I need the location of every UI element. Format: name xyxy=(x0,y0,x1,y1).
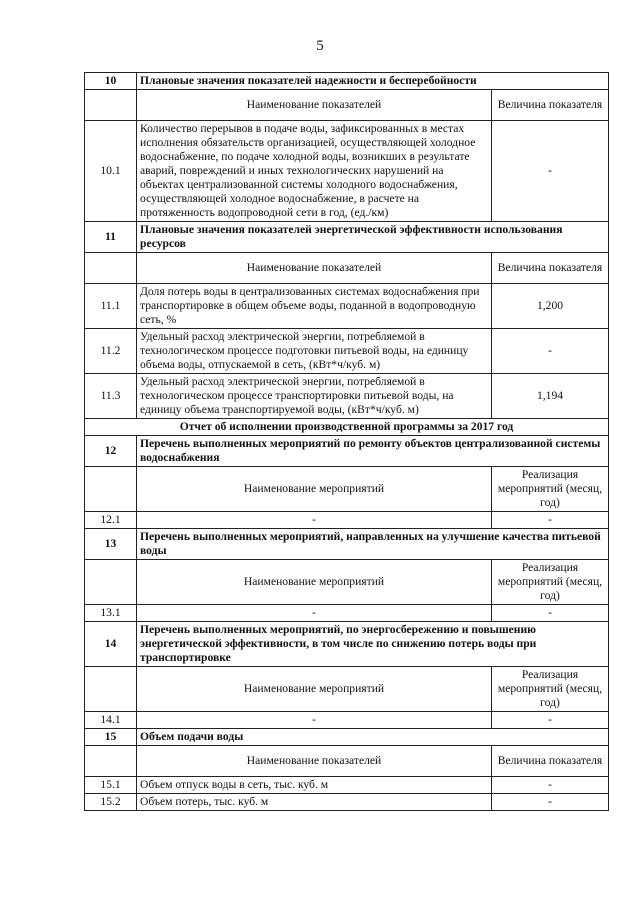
row-value: 1,194 xyxy=(492,374,609,419)
column-header-value: Величина показателя xyxy=(492,253,609,284)
table-row xyxy=(85,374,609,419)
section-number: 12 xyxy=(85,436,137,467)
column-header-value: Величина показателя xyxy=(492,746,609,777)
row-text: Удельный расход электрической энергии, потребляемой в технологическом процессе транспортировки питьевой воды, на единицу объема транспортируемой воды, (кВт*ч/куб. м) xyxy=(137,374,492,419)
table-row xyxy=(85,512,609,529)
row-number: 14.1 xyxy=(85,712,137,729)
section-number: 14 xyxy=(85,622,137,667)
column-header-row xyxy=(85,667,609,712)
row-value: - xyxy=(492,712,609,729)
row-value: - xyxy=(492,329,609,374)
row-text: - xyxy=(137,712,492,729)
column-header-value: Величина показателя xyxy=(492,90,609,121)
column-header-row xyxy=(85,560,609,605)
column-header-name: Наименование мероприятий xyxy=(137,560,492,605)
table-row xyxy=(85,605,609,622)
column-header-row xyxy=(85,746,609,777)
section-number: 13 xyxy=(85,529,137,560)
row-text: Объем отпуск воды в сеть, тыс. куб. м xyxy=(137,777,492,794)
section-number: 15 xyxy=(85,729,137,746)
section-title: Перечень выполненных мероприятий по ремонту объектов централизованной системы водоснабжения xyxy=(137,436,609,467)
row-value: - xyxy=(492,777,609,794)
row-number: 13.1 xyxy=(85,605,137,622)
row-number: 11.2 xyxy=(85,329,137,374)
column-header-row xyxy=(85,90,609,121)
section-number: 10 xyxy=(85,73,137,90)
section-14-header xyxy=(85,622,609,667)
production-program-table xyxy=(84,72,609,811)
column-header-value: Реализация мероприятий (месяц, год) xyxy=(492,467,609,512)
row-text: - xyxy=(137,605,492,622)
row-text: Объем потерь, тыс. куб. м xyxy=(137,794,492,811)
column-header-row xyxy=(85,253,609,284)
row-text: Количество перерывов в подаче воды, зафиксированных в местах исполнения обязательств организацией, осуществляющей холодное водоснабжение, по подаче холодной воды, возникших в результате аварий, повреждений и иных технологических нарушений на объектах централизованной системы холодного водоснабжения, осуществляющей холодное водоснабжение, в расчете на протяженность водопроводной сети в год, (ед./км) xyxy=(137,121,492,222)
table-row xyxy=(85,794,609,811)
column-header-name: Наименование показателей xyxy=(137,253,492,284)
column-header-name: Наименование мероприятий xyxy=(137,467,492,512)
section-title: Плановые значения показателей энергетической эффективности использования ресурсов xyxy=(137,222,609,253)
table-row xyxy=(85,329,609,374)
row-value: - xyxy=(492,121,609,222)
section-12-header xyxy=(85,436,609,467)
row-number: 12.1 xyxy=(85,512,137,529)
column-header-name: Наименование показателей xyxy=(137,90,492,121)
section-title: Перечень выполненных мероприятий, по энергосбережению и повышению энергетической эффективности, в том числе по снижению потерь воды при транспортировке xyxy=(137,622,609,667)
row-number: 10.1 xyxy=(85,121,137,222)
table-row xyxy=(85,121,609,222)
column-header-value: Реализация мероприятий (месяц, год) xyxy=(492,667,609,712)
column-header-name: Наименование показателей xyxy=(137,746,492,777)
section-15-header xyxy=(85,729,609,746)
section-number: 11 xyxy=(85,222,137,253)
row-value: - xyxy=(492,794,609,811)
row-text: - xyxy=(137,512,492,529)
column-header-row xyxy=(85,467,609,512)
table-row xyxy=(85,777,609,794)
row-value: - xyxy=(492,512,609,529)
row-number: 15.2 xyxy=(85,794,137,811)
table-row xyxy=(85,284,609,329)
section-title: Объем подачи воды xyxy=(137,729,609,746)
column-header-name: Наименование мероприятий xyxy=(137,667,492,712)
row-number: 11.1 xyxy=(85,284,137,329)
column-header-value: Реализация мероприятий (месяц, год) xyxy=(492,560,609,605)
row-number: 11.3 xyxy=(85,374,137,419)
section-title: Плановые значения показателей надежности и бесперебойности xyxy=(137,73,609,90)
section-10-header xyxy=(85,73,609,90)
table-row xyxy=(85,712,609,729)
section-title: Перечень выполненных мероприятий, направленных на улучшение качества питьевой воды xyxy=(137,529,609,560)
row-text: Доля потерь воды в централизованных системах водоснабжения при транспортировке в общем объеме воды, поданной в водопроводную сеть, % xyxy=(137,284,492,329)
row-value: 1,200 xyxy=(492,284,609,329)
section-11-header xyxy=(85,222,609,253)
report-title: Отчет об исполнении производственной программы за 2017 год xyxy=(85,419,609,436)
row-value: - xyxy=(492,605,609,622)
report-title-row xyxy=(85,419,609,436)
section-13-header xyxy=(85,529,609,560)
page-number: 5 xyxy=(316,38,324,54)
row-number: 15.1 xyxy=(85,777,137,794)
row-text: Удельный расход электрической энергии, потребляемой в технологическом процессе подготовки питьевой воды, на единицу объема воды, отпускаемой в сеть, (кВт*ч/куб. м) xyxy=(137,329,492,374)
